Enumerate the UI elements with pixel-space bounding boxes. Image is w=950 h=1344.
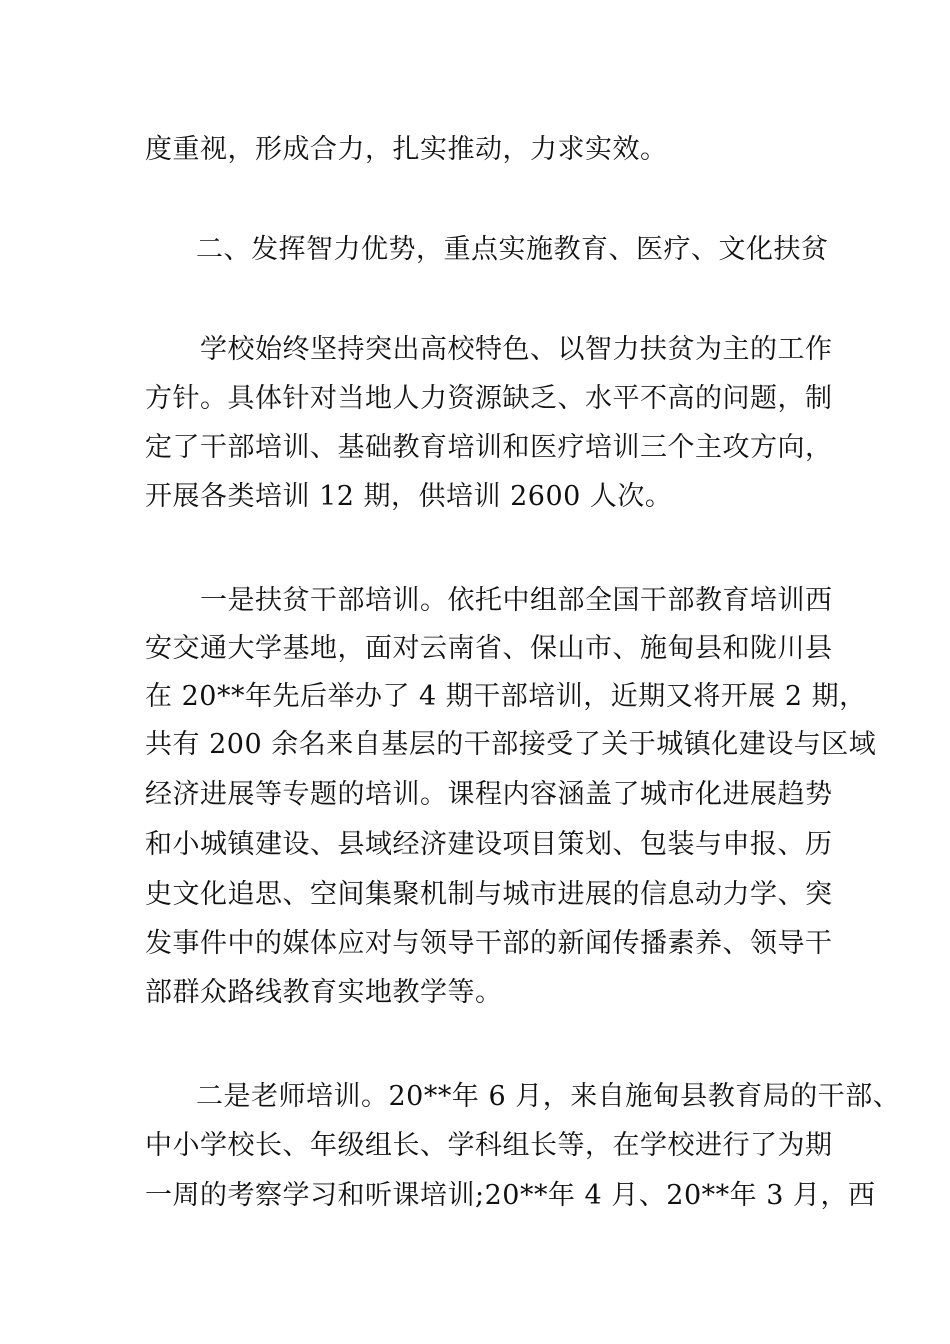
paragraph-line: 学校始终坚持突出高校特色、以智力扶贫为主的工作	[200, 334, 833, 365]
paragraph-line: 定了干部培训、基础教育培训和医疗培训三个主攻方向，	[145, 432, 833, 463]
paragraph-line: 和小城镇建设、县域经济建设项目策划、包装与申报、历	[145, 829, 833, 860]
paragraph-line: 一是扶贫干部培训。依托中组部全国干部教育培训西	[200, 585, 833, 616]
paragraph-line: 二是老师培训。20**年 6 月，来自施甸县教育局的干部、	[196, 1081, 901, 1112]
paragraph-line: 安交通大学基地，面对云南省、保山市、施甸县和陇川县	[145, 633, 833, 664]
paragraph-line: 发事件中的媒体应对与领导干部的新闻传播素养、领导干	[145, 928, 833, 959]
section-heading: 二、发挥智力优势，重点实施教育、医疗、文化扶贫	[196, 234, 829, 265]
paragraph-line: 中小学校长、年级组长、学科组长等，在学校进行了为期	[145, 1130, 833, 1161]
paragraph-line: 部群众路线教育实地教学等。	[145, 977, 503, 1008]
text-line-closing: 度重视，形成合力，扎实推动，力求实效。	[145, 134, 668, 165]
paragraph-line: 开展各类培训 12 期，供培训 2600 人次。	[145, 481, 673, 512]
paragraph-line: 在 20**年先后举办了 4 期干部培训，近期又将开展 2 期，	[145, 681, 867, 712]
paragraph-line: 方针。具体针对当地人力资源缺乏、水平不高的问题，制	[145, 383, 833, 414]
paragraph-line: 史文化追思、空间集聚机制与城市进展的信息动力学、突	[145, 879, 833, 910]
paragraph-line: 一周的考察学习和听课培训;20**年 4 月、20**年 3 月，西	[145, 1180, 876, 1211]
paragraph-line: 经济进展等专题的培训。课程内容涵盖了城市化进展趋势	[145, 779, 833, 810]
paragraph-line: 共有 200 余名来自基层的干部接受了关于城镇化建设与区域	[145, 729, 877, 760]
